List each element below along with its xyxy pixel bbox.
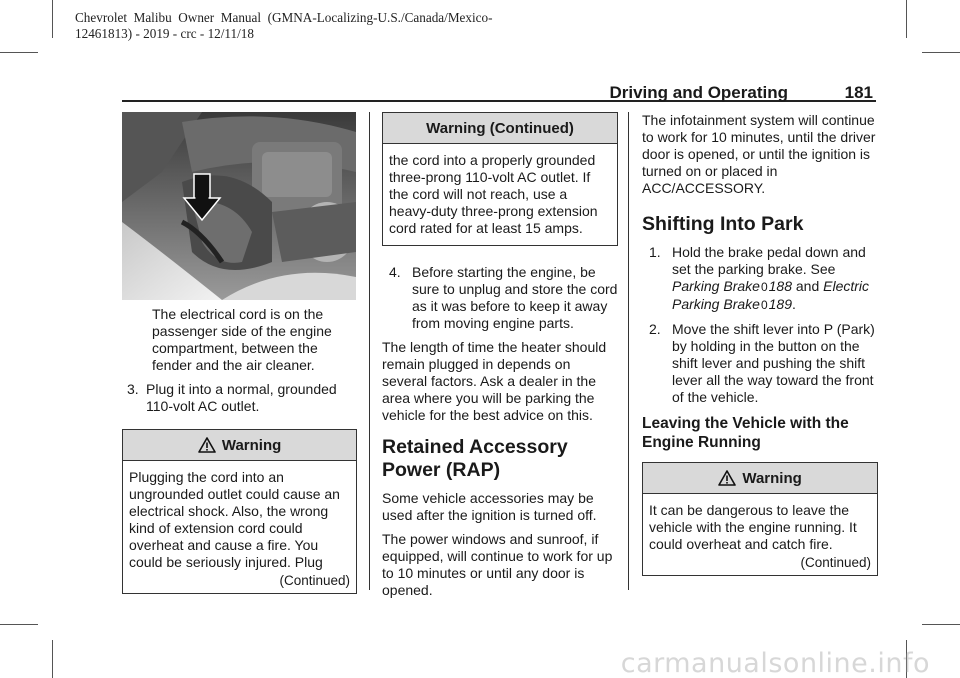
page-reference[interactable]: 188 — [768, 278, 792, 294]
step-number: 1. — [649, 244, 661, 260]
step-text: Move the shift lever into P (Park) by holding in the button on the shift lever and pushing the shift lever all the way toward the front of the vehicle. — [672, 321, 875, 405]
warning-box — [642, 462, 878, 576]
warning-text: the cord into a properly grounded three-prong 110-volt AC outlet. If the cord will not reach, use a heavy-duty three-prong extension cord rated for at least 15 amps. — [389, 152, 598, 236]
column-2 — [382, 112, 618, 606]
page-number: 181 — [844, 83, 873, 102]
warning-continued: (Continued) — [800, 555, 871, 570]
crop-mark — [906, 0, 907, 38]
paragraph: The length of time the heater should remain plugged in depends on several factors. Ask a dealer in the area where you will be parking the vehicle for the best advice on this. — [382, 339, 607, 423]
crop-mark — [922, 52, 960, 53]
step-1 — [642, 244, 878, 314]
page-reference[interactable]: 189 — [768, 296, 792, 312]
page-running-head — [122, 82, 876, 102]
subsection-heading: Leaving the Vehicle with the Engine Running — [642, 415, 849, 451]
page-arrow-icon: 0 — [760, 298, 768, 312]
sentence-end: . — [791, 296, 796, 312]
paragraph: Some vehicle accessories may be used after the ignition is turned off. — [382, 490, 597, 523]
step-text: Hold the brake pedal down and set the parking brake. See — [672, 244, 866, 277]
warning-body — [123, 461, 356, 593]
warning-header — [123, 430, 356, 461]
paragraph: The infotainment system will continue to work for 10 minutes, until the driver door is opened, or until the ignition is turned on or placed in ACC/ACCESSORY. — [642, 112, 876, 196]
step-2 — [642, 321, 878, 406]
warning-body — [643, 494, 877, 575]
step-number: 4. — [389, 264, 401, 280]
crop-mark — [52, 640, 53, 678]
column-divider — [628, 112, 629, 590]
warning-header — [643, 463, 877, 494]
crop-mark — [922, 624, 960, 625]
warning-triangle-icon — [718, 470, 736, 486]
doc-header-line1: Chevrolet Malibu Owner Manual (GMNA-Localizing-U.S./Canada/Mexico- — [75, 10, 493, 25]
cross-reference-link[interactable]: Parking Brake — [672, 278, 760, 294]
warning-title: Warning — [742, 470, 802, 487]
doc-header-line2: 12461813) - 2019 - crc - 12/11/18 — [75, 26, 254, 41]
step-text: Plug it into a normal, grounded 110-volt AC outlet. — [146, 381, 337, 414]
column-divider — [369, 112, 370, 590]
section-heading: Shifting Into Park — [642, 213, 804, 235]
step-number: 2. — [649, 321, 661, 337]
document-header — [75, 10, 493, 42]
crop-mark — [0, 52, 38, 53]
engine-compartment-photo — [122, 112, 356, 300]
warning-text: Plugging the cord into an ungrounded outlet could cause an electrical shock. Also, the wrong kind of extension cord could overheat and cause a fire. You could be seriously injured. Plug — [129, 469, 340, 570]
step-number: 3. — [127, 381, 139, 397]
conjunction: and — [795, 278, 820, 294]
warning-continued: (Continued) — [279, 573, 350, 588]
watermark: carmanualsonline.info — [620, 648, 930, 678]
paragraph: The power windows and sunroof, if equipped, will continue to work for up to 10 minutes or until any door is opened. — [382, 531, 613, 598]
crop-mark — [52, 0, 53, 38]
page-arrow-icon: 0 — [760, 280, 768, 294]
column-1 — [122, 112, 357, 602]
section-heading: Retained Accessory Power (RAP) — [382, 436, 568, 481]
warning-text: It can be dangerous to leave the vehicle with the engine running. It could overheat and catch fire. — [649, 502, 857, 552]
step-text: Before starting the engine, be sure to unplug and store the cord as it was before to keep it away from moving engine parts. — [412, 264, 618, 331]
warning-title: Warning — [221, 437, 282, 454]
step-4 — [382, 264, 618, 332]
warning-body — [383, 144, 617, 245]
photo-caption: The electrical cord is on the passenger side of the engine compartment, between the fender and the air cleaner. — [152, 306, 332, 373]
column-3 — [642, 112, 878, 584]
section-title: Driving and Operating — [609, 83, 788, 102]
warning-header — [383, 113, 617, 144]
cross-reference-link[interactable]: Electric Parking Brake — [672, 278, 870, 312]
warning-box-continued — [382, 112, 618, 246]
crop-mark — [0, 624, 38, 625]
step-3 — [122, 381, 357, 415]
warning-triangle-icon — [198, 437, 216, 453]
warning-title: Warning (Continued) — [426, 120, 574, 137]
warning-box — [122, 429, 357, 594]
